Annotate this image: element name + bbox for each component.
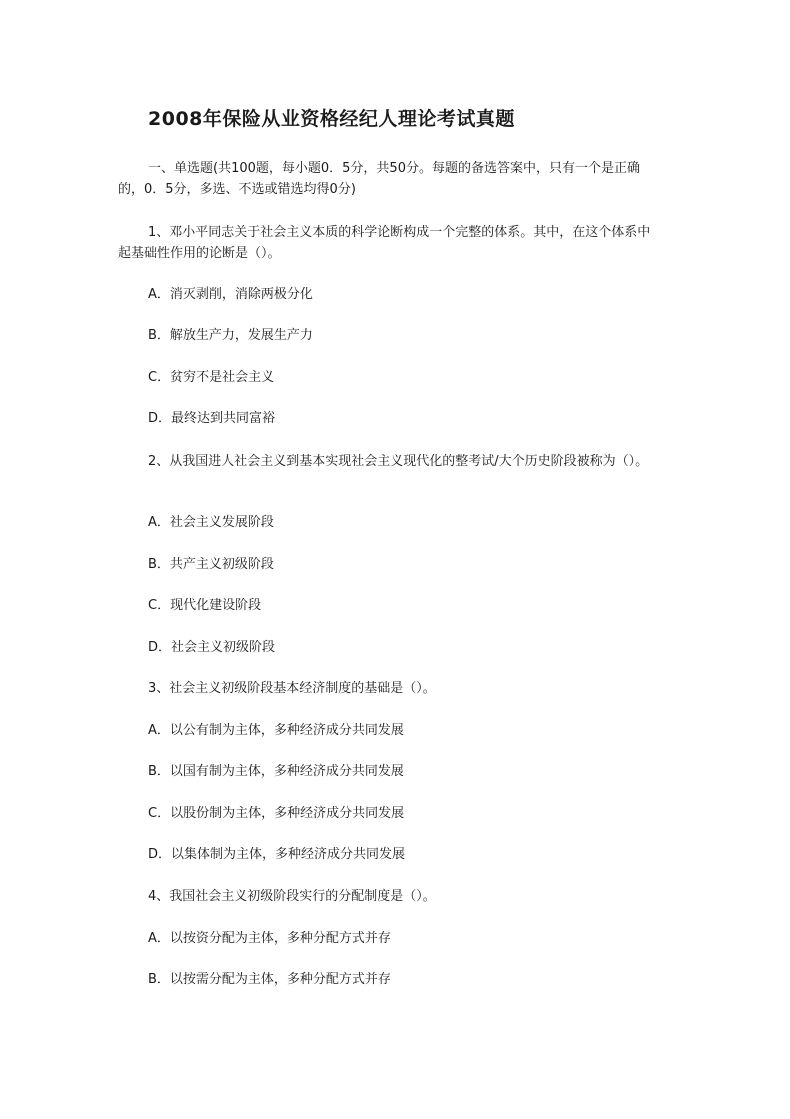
- question-4-option-a: A．以按资分配为主体，多种分配方式并存: [148, 931, 391, 946]
- question-1-stem: 1、邓小平同志关于社会主义本质的科学论断构成一个完整的体系。其中，在这个体系中起基础性作用的论断是（）。: [118, 225, 651, 261]
- question-2-option-a: A．社会主义发展阶段: [148, 515, 274, 530]
- question-1-option-b: B．解放生产力，发展生产力: [148, 328, 313, 343]
- question-3-option-d: D．以集体制为主体，多种经济成分共同发展: [148, 847, 406, 862]
- question-2-option-b: B．共产主义初级阶段: [148, 557, 274, 572]
- page-title: 2008年保险从业资格经纪人理论考试真题: [148, 108, 515, 130]
- question-3-option-c: C．以股份制为主体，多种经济成分共同发展: [148, 806, 405, 821]
- question-2-option-d: D．社会主义初级阶段: [148, 640, 276, 655]
- question-1-option-d: D．最终达到共同富裕: [148, 411, 276, 426]
- question-4-stem: 4、我国社会主义初级阶段实行的分配制度是（）。: [148, 889, 436, 904]
- question-1-option-a: A．消灭剥削，消除两极分化: [148, 287, 313, 302]
- section-intro: 一、单选题(共100题，每小题0．5分，共50分。每题的备选答案中，只有一个是正确的，0．5分，多选、不选或错选均得0分): [118, 161, 640, 197]
- question-3-option-b: B．以国有制为主体，多种经济成分共同发展: [148, 764, 404, 779]
- question-3-option-a: A．以公有制为主体，多种经济成分共同发展: [148, 723, 404, 738]
- question-4-option-b: B．以按需分配为主体，多种分配方式并存: [148, 972, 391, 987]
- question-3-stem: 3、社会主义初级阶段基本经济制度的基础是（）。: [148, 681, 436, 696]
- question-2-option-c: C．现代化建设阶段: [148, 598, 262, 613]
- question-2-stem: 2、从我国进人社会主义到基本实现社会主义现代化的整考试/大个历史阶段被称为（）。: [148, 454, 649, 469]
- question-1-option-c: C．贫穷不是社会主义: [148, 370, 275, 385]
